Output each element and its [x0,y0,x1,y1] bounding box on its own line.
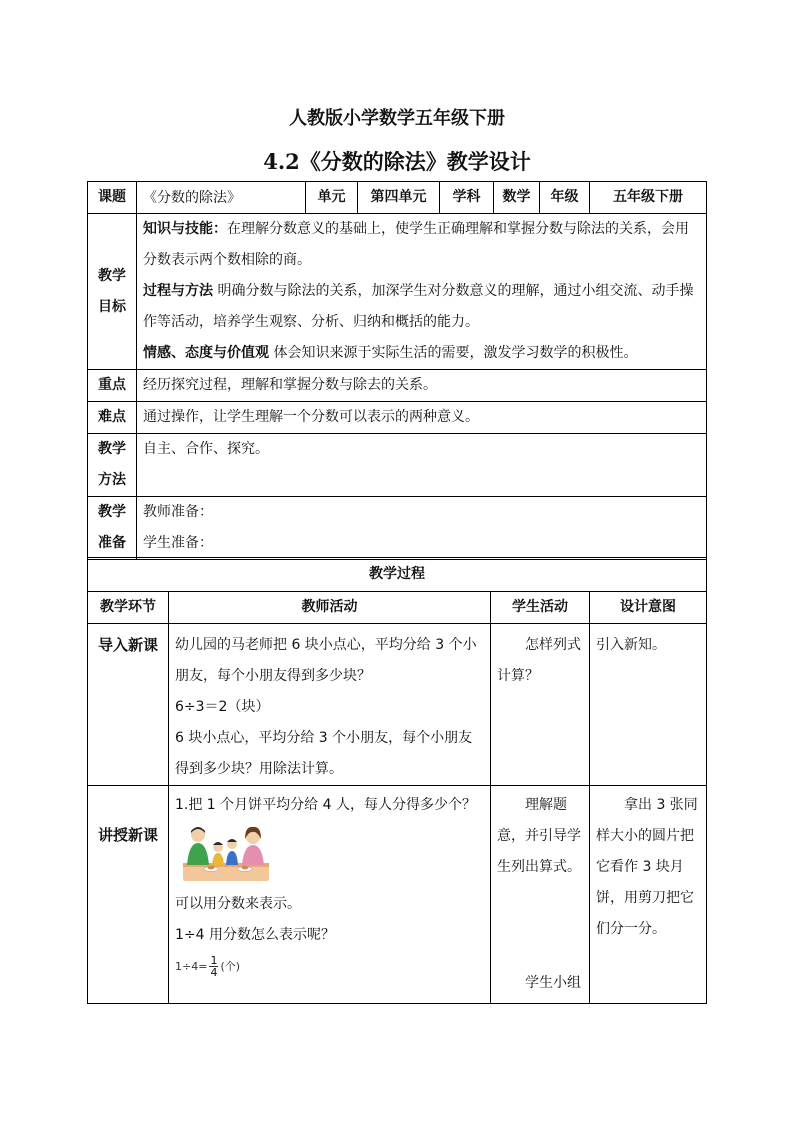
method-value: 自主、合作、探究。 [137,434,707,497]
fraction-one-quarter [209,955,218,978]
prep-label-b: 准备 [98,535,126,551]
student-group: 学生小组 [525,975,581,991]
fraction-numerator: 1 [210,953,218,967]
formula-left: 1÷4= [175,960,208,973]
teacher-prep: 教师准备： [143,504,213,520]
goal-emotion-text: 体会知识来源于实际生活的需要，激发学习数学的积极性。 [269,345,638,361]
design-intent-intro: 引入新知。 [590,624,707,786]
lesson-suffix: 教学设计 [446,149,531,174]
col-teacher: 教师活动 [169,592,491,624]
col-intent: 设计意图 [590,592,707,624]
difficulty-value: 通过操作，让学生理解一个分数可以表示的两种意义。 [137,402,707,434]
col-stage: 教学环节 [88,592,169,624]
student-activity-intro: 怎样列式计算？ [491,624,590,786]
lesson-name: 《分数的除法》 [299,149,447,174]
goals-label-a: 教学 [98,267,126,284]
goal-emotion [143,338,702,369]
fraction-denominator: 4 [210,965,218,979]
stage-new: 讲授新课 [88,786,169,1004]
method-label-b: 方法 [98,472,126,488]
key-point-value: 经历探究过程，理解和掌握分数与除去的关系。 [137,370,707,402]
method-label-a: 教学 [98,441,126,457]
intro-formula: 6÷3＝2（块） [175,699,270,715]
difficulty-label: 难点 [88,402,137,434]
lesson-number: 4.2 [263,149,300,174]
prep-label [88,497,137,560]
table-row [88,786,707,1004]
goal-emotion-head: 情感、态度与价值观 [143,345,269,361]
prep-content [137,497,707,560]
fraction-formula [175,951,486,982]
goals-label-b: 目标 [98,298,126,315]
student-activity-new [491,786,590,1004]
goal-process [143,276,702,338]
formula-unit: (个) [220,960,241,973]
subject-label: 学科 [440,182,494,214]
family-illustration [175,821,486,889]
intro-question: 幼儿园的马老师把 6 块小点心，平均分给 3 个小朋友，每个小朋友得到多少块？ [175,637,477,684]
prep-label-a: 教学 [98,504,126,520]
table-row [88,624,707,786]
student-understand: 理解题意，并引导学生列出算式。 [497,797,581,875]
unit-value: 第四单元 [358,182,440,214]
document-subtitle [0,146,794,176]
teacher-activity-intro [169,624,491,786]
unit-label: 单元 [306,182,358,214]
teaching-process-table [87,557,707,1004]
design-intent-new: 拿出 3 张同样大小的圆片把它看作 3 块月饼，用剪刀把它们分一分。 [590,786,707,1004]
goal-process-head: 过程与方法 [143,283,213,299]
grade-label: 年级 [540,182,590,214]
topic-value: 《分数的除法》 [137,182,306,214]
goal-knowledge [143,214,702,276]
student-prep: 学生准备： [143,535,213,551]
col-student: 学生活动 [491,592,590,624]
goal-knowledge-head: 知识与技能： [143,221,227,237]
lesson-info-table [87,181,707,560]
key-point-label: 重点 [88,370,137,402]
method-label [88,434,137,497]
stage-intro: 导入新课 [88,624,169,786]
goals-content [137,214,707,370]
goal-knowledge-text: 在理解分数意义的基础上，使学生正确理解和掌握分数与除法的关系，会用分数表示两个数相除的商。 [143,221,689,268]
family-eating-image [181,823,273,885]
intro-question-repeat: 6 块小点心，平均分给 3 个小朋友，每个小朋友得到多少块？用除法计算。 [175,730,473,777]
topic-label: 课题 [88,182,137,214]
grade-value: 五年级下册 [590,182,707,214]
fraction-question: 1÷4 用分数怎么表示呢？ [175,927,335,943]
teacher-activity-new [169,786,491,1004]
process-title: 教学过程 [88,558,707,592]
subject-value: 数学 [494,182,540,214]
new-question: 1.把 1 个月饼平均分给 4 人，每人分得多少个？ [175,797,476,813]
goals-label [88,214,137,370]
fraction-hint: 可以用分数来表示。 [175,896,301,912]
goal-process-text: 明确分数与除法的关系，加深学生对分数意义的理解，通过小组交流、动手操作等活动，培养学生观察、分析、归纳和概括的能力。 [143,283,694,330]
document-title: 人教版小学数学五年级下册 [289,108,505,129]
